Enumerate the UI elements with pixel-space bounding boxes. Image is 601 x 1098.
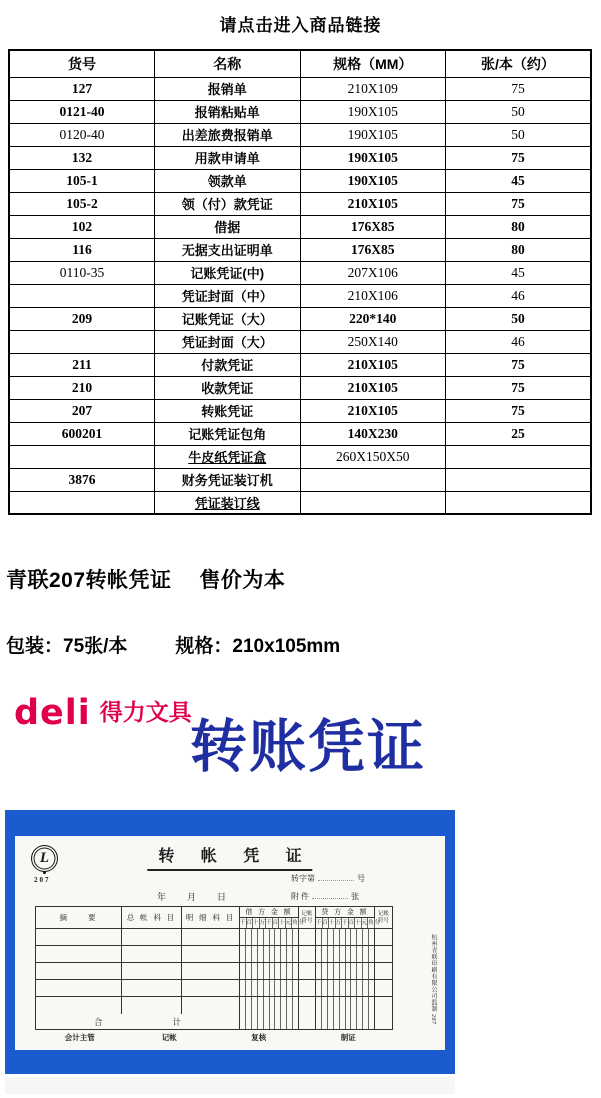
mark-bottom: 符号 <box>377 917 389 924</box>
voucher-empty-cell <box>315 963 375 979</box>
item-no-cell: 210 <box>9 376 155 399</box>
item-qty-cell <box>446 468 592 491</box>
digit-header: 十 <box>329 920 335 926</box>
item-no-cell: 116 <box>9 238 155 261</box>
item-qty-cell: 75 <box>446 376 592 399</box>
item-name-cell: 借据 <box>155 215 301 238</box>
attach-suffix: 张 <box>351 892 359 901</box>
item-no-cell: 207 <box>9 399 155 422</box>
digit-header: 百 <box>322 920 329 926</box>
debit-label: 借 方 金 额 <box>240 907 298 918</box>
voucher-empty-cell <box>299 929 316 945</box>
total-mark-2 <box>375 1014 392 1029</box>
qinglian-logo-icon: L <box>31 845 58 872</box>
voucher-empty-cell <box>122 946 182 962</box>
voucher-empty-cell <box>182 980 240 996</box>
voucher-empty-cell <box>375 946 392 962</box>
item-name-cell: 领款单 <box>155 169 301 192</box>
item-name-cell: 凭证装订线 <box>155 491 301 514</box>
total-mark-1 <box>299 1014 316 1029</box>
item-no-cell <box>9 284 155 307</box>
table-row <box>9 284 591 307</box>
mark-top: 记帐 <box>377 911 389 917</box>
voucher-empty-cell <box>182 963 240 979</box>
item-qty-cell: 80 <box>446 238 592 261</box>
digit-header: 万 <box>259 920 266 926</box>
item-qty-cell <box>446 491 592 514</box>
item-no-cell: 0121-40 <box>9 100 155 123</box>
packing-text: 包装：75张/本 <box>6 636 128 657</box>
item-no-cell: 211 <box>9 353 155 376</box>
item-spec-cell: 176X85 <box>300 238 446 261</box>
table-row <box>9 77 591 100</box>
digit-header: 十 <box>279 920 285 926</box>
total-debit-cell <box>239 1014 299 1029</box>
deli-logo <box>14 693 192 733</box>
ref-prefix: 转字第 <box>291 874 315 883</box>
item-no-cell: 105-1 <box>9 169 155 192</box>
voucher-entry-row <box>36 997 392 1014</box>
brand-banner <box>0 691 601 797</box>
digit-header: 十 <box>253 920 259 926</box>
col-posting-mark-2 <box>375 907 392 928</box>
item-qty-cell: 75 <box>446 77 592 100</box>
item-qty-cell: 50 <box>446 307 592 330</box>
table-row <box>9 399 591 422</box>
col-posting-mark-1 <box>299 907 316 928</box>
item-spec-cell: 220*140 <box>300 307 446 330</box>
item-qty-cell: 46 <box>446 284 592 307</box>
table-row <box>9 307 591 330</box>
column-header: 货号 <box>9 50 155 77</box>
item-no-cell: 132 <box>9 146 155 169</box>
item-name-cell: 凭证封面（大） <box>155 330 301 353</box>
mark-top: 记帐 <box>301 911 313 917</box>
mark-bottom: 符号 <box>301 917 313 924</box>
printer-side-note: 杭州青联印刷有限公司监制 207 <box>430 934 436 1025</box>
voucher-empty-cell <box>239 980 299 996</box>
item-no-cell: 0110-35 <box>9 261 155 284</box>
voucher-date-line: 年 月 日 <box>157 892 233 902</box>
column-header: 张/本（约） <box>446 50 592 77</box>
voucher-entry-row <box>36 980 392 997</box>
voucher-empty-cell <box>182 997 240 1014</box>
item-qty-cell: 75 <box>446 192 592 215</box>
item-no-cell: 127 <box>9 77 155 100</box>
voucher-entry-row <box>36 929 392 946</box>
col-summary: 摘 要 <box>36 907 122 928</box>
item-name-cell: 报销单 <box>155 77 301 100</box>
voucher-empty-cell <box>299 980 316 996</box>
voucher-empty-cell <box>315 997 375 1014</box>
voucher-ref-line <box>291 873 365 884</box>
digit-header: 千 <box>316 920 322 926</box>
column-header: 规格（MM） <box>300 50 446 77</box>
voucher-empty-cell <box>239 997 299 1014</box>
digit-header: 百 <box>272 920 279 926</box>
item-no-cell <box>9 491 155 514</box>
voucher-header-row <box>36 907 392 929</box>
voucher-empty-cell <box>36 929 122 945</box>
page-title: 请点击进入商品链接 <box>219 16 382 35</box>
products-table <box>8 49 592 515</box>
ref-suffix: 号 <box>357 874 365 883</box>
table-row <box>9 261 591 284</box>
voucher-empty-cell <box>299 946 316 962</box>
item-name-cell: 凭证封面（中） <box>155 284 301 307</box>
voucher-empty-cell <box>122 963 182 979</box>
item-spec-cell: 210X109 <box>300 77 446 100</box>
item-name-cell: 收款凭证 <box>155 376 301 399</box>
item-name-cell: 领（付）款凭证 <box>155 192 301 215</box>
item-name-cell: 记账凭证(中) <box>155 261 301 284</box>
item-spec-cell: 207X106 <box>300 261 446 284</box>
signer-label: 记帐 <box>161 1033 177 1042</box>
item-spec-cell: 210X106 <box>300 284 446 307</box>
signer-label: 会计主管 <box>64 1033 95 1042</box>
credit-digit-headers <box>316 918 381 928</box>
item-no-cell: 102 <box>9 215 155 238</box>
column-header: 名称 <box>155 50 301 77</box>
item-spec-cell: 190X105 <box>300 146 446 169</box>
spec-text: 规格：210x105mm <box>175 636 341 657</box>
digit-header: 分 <box>374 920 381 926</box>
signer-label: 复核 <box>251 1033 267 1042</box>
item-spec-cell: 210X105 <box>300 353 446 376</box>
digit-header: 千 <box>342 920 348 926</box>
credit-label: 贷 方 金 额 <box>316 907 374 918</box>
voucher-entry-row <box>36 963 392 980</box>
voucher-empty-cell <box>315 929 375 945</box>
item-name-cell: 出差旅费报销单 <box>155 123 301 146</box>
item-spec-cell: 190X105 <box>300 169 446 192</box>
voucher-body <box>36 929 392 1014</box>
poster-title: 转账凭证 <box>190 715 426 779</box>
voucher-signer-row <box>35 1032 393 1043</box>
voucher-empty-cell <box>375 929 392 945</box>
logo-dot <box>43 871 46 874</box>
table-row <box>9 445 591 468</box>
logo-number: 207 <box>34 876 51 884</box>
item-name-cell: 报销粘贴单 <box>155 100 301 123</box>
digit-header: 分 <box>298 920 305 926</box>
voucher-empty-cell <box>375 963 392 979</box>
item-qty-cell: 50 <box>446 100 592 123</box>
digit-header: 千 <box>240 920 246 926</box>
item-qty-cell: 25 <box>446 422 592 445</box>
voucher-attach-line <box>291 891 359 902</box>
item-spec-cell: 176X85 <box>300 215 446 238</box>
voucher-empty-cell <box>315 980 375 996</box>
digit-header: 元 <box>285 920 292 926</box>
item-spec-cell: 210X105 <box>300 399 446 422</box>
voucher-empty-cell <box>299 997 316 1014</box>
total-credit-cell <box>315 1014 375 1029</box>
table-row <box>9 491 591 514</box>
voucher-empty-cell <box>375 997 392 1014</box>
signer-label: 制证 <box>340 1033 356 1042</box>
total-right: 计 <box>172 1016 182 1027</box>
voucher-empty-cell <box>36 980 122 996</box>
digit-header: 角 <box>368 920 374 926</box>
total-left: 合 <box>93 1016 103 1027</box>
voucher-empty-cell <box>122 929 182 945</box>
next-image-strip <box>5 1077 455 1094</box>
item-spec-cell <box>300 468 446 491</box>
item-spec-cell: 210X105 <box>300 376 446 399</box>
col-debit-amount <box>239 907 305 928</box>
voucher-empty-cell <box>122 980 182 996</box>
item-spec-cell: 190X105 <box>300 123 446 146</box>
voucher-empty-cell <box>239 929 299 945</box>
table-row <box>9 169 591 192</box>
table-row <box>9 123 591 146</box>
item-qty-cell: 75 <box>446 146 592 169</box>
item-spec-cell: 210X105 <box>300 192 446 215</box>
item-spec-cell: 250X140 <box>300 330 446 353</box>
item-qty-cell <box>446 445 592 468</box>
item-no-cell: 209 <box>9 307 155 330</box>
digit-header: 千 <box>266 920 272 926</box>
voucher-entry-row <box>36 946 392 963</box>
table-row <box>9 100 591 123</box>
item-qty-cell: 45 <box>446 169 592 192</box>
voucher-empty-cell <box>36 963 122 979</box>
voucher-empty-cell <box>36 997 122 1014</box>
item-no-cell <box>9 445 155 468</box>
table-row <box>9 353 591 376</box>
item-qty-cell: 45 <box>446 261 592 284</box>
products-table-body <box>9 77 591 514</box>
col-detail-account: 明 细 科 目 <box>182 907 240 928</box>
products-table-head <box>9 50 591 77</box>
table-row <box>9 468 591 491</box>
product-spec-line <box>6 631 601 658</box>
voucher-empty-cell <box>182 946 240 962</box>
product-photo <box>5 810 455 1074</box>
digit-header: 百 <box>246 920 253 926</box>
item-name-cell: 无据支出证明单 <box>155 238 301 261</box>
voucher-empty-cell <box>239 946 299 962</box>
item-name-cell: 用款申请单 <box>155 146 301 169</box>
voucher-empty-cell <box>239 963 299 979</box>
table-row <box>9 215 591 238</box>
voucher-empty-cell <box>299 963 316 979</box>
voucher-title: 转 帐 凭 证 <box>147 843 312 871</box>
voucher-empty-cell <box>122 997 182 1014</box>
col-credit-amount <box>315 907 381 928</box>
item-no-cell: 600201 <box>9 422 155 445</box>
item-name-cell: 记账凭证包角 <box>155 422 301 445</box>
item-name-cell: 牛皮纸凭证盒 <box>155 445 301 468</box>
deli-chinese-name: 得力文具 <box>99 699 192 725</box>
item-spec-cell <box>300 491 446 514</box>
item-qty-cell: 75 <box>446 353 592 376</box>
digit-header: 元 <box>361 920 368 926</box>
header-row <box>9 50 591 77</box>
item-no-cell: 105-2 <box>9 192 155 215</box>
product-headline: 青联207转帐凭证 售价为本 <box>6 569 286 592</box>
voucher-empty-cell <box>36 946 122 962</box>
item-name-cell: 转账凭证 <box>155 399 301 422</box>
digit-header: 十 <box>355 920 361 926</box>
item-qty-cell: 46 <box>446 330 592 353</box>
ref-blank-line <box>318 874 354 881</box>
item-qty-cell: 75 <box>446 399 592 422</box>
digit-header: 百 <box>348 920 355 926</box>
voucher-empty-cell <box>375 980 392 996</box>
voucher-paper <box>15 836 445 1050</box>
deli-wordmark: deli <box>14 693 91 733</box>
item-no-cell: 0120-40 <box>9 123 155 146</box>
digit-header: 角 <box>292 920 298 926</box>
item-qty-cell: 80 <box>446 215 592 238</box>
attach-blank-line <box>312 892 348 899</box>
item-spec-cell: 190X105 <box>300 100 446 123</box>
item-no-cell: 3876 <box>9 468 155 491</box>
voucher-total-row <box>36 1014 392 1029</box>
voucher-table <box>35 906 393 1030</box>
debit-digit-headers <box>240 918 305 928</box>
item-spec-cell: 260X150X50 <box>300 445 446 468</box>
item-qty-cell: 50 <box>446 123 592 146</box>
digit-header: 万 <box>335 920 342 926</box>
item-no-cell <box>9 330 155 353</box>
table-row <box>9 146 591 169</box>
table-row <box>9 330 591 353</box>
voucher-empty-cell <box>315 946 375 962</box>
table-row <box>9 238 591 261</box>
table-row <box>9 422 591 445</box>
col-general-ledger: 总 帐 科 目 <box>122 907 182 928</box>
voucher-empty-cell <box>182 929 240 945</box>
table-row <box>9 376 591 399</box>
total-label-cell <box>36 1014 240 1029</box>
attach-prefix: 附 件 <box>291 892 309 901</box>
table-row <box>9 192 591 215</box>
item-name-cell: 付款凭证 <box>155 353 301 376</box>
item-name-cell: 财务凭证装订机 <box>155 468 301 491</box>
item-name-cell: 记账凭证（大） <box>155 307 301 330</box>
item-spec-cell: 140X230 <box>300 422 446 445</box>
